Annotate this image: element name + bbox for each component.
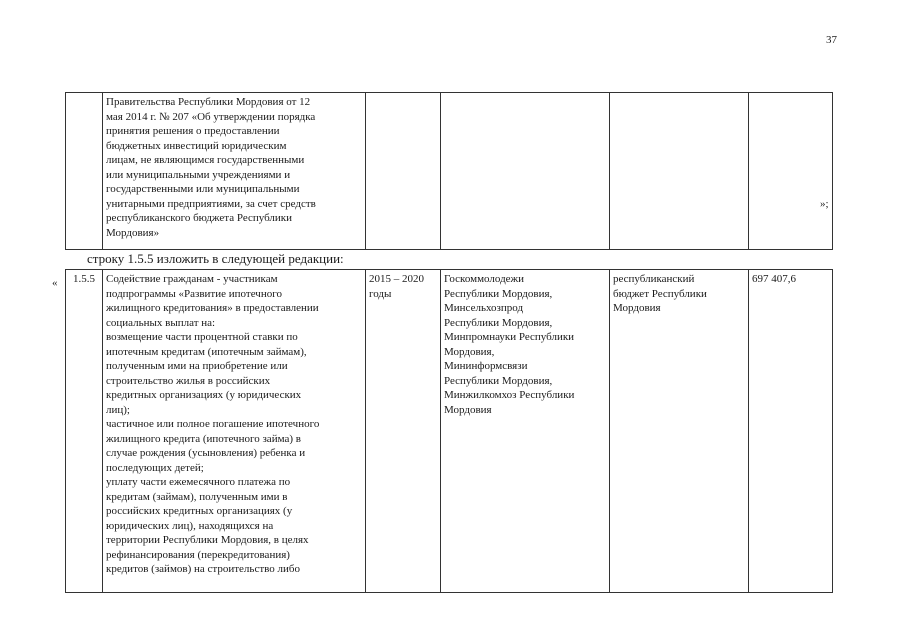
cell-source: [610, 93, 749, 250]
cell-executors: [441, 93, 610, 250]
instruction-text: строку 1.5.5 изложить в следующей редакции:: [87, 251, 344, 266]
cell-description: Содействие гражданам - участникам подпрограммы «Развитие ипотечного жилищного кредитования» в предоставлении социальных выплат на: возмещение части процентной ставки по ипотечным кредитам (ипотечным займам), полученным ими на приобретение или строительство жилья в российских кредитных организациях (у юридических лиц); частичное или полное погашение ипотечного жилищного кредита (ипотечного займа) в случае рождения (усыновления) ребенка и последующих детей; уплату части ежемесячного платежа по кредитам (займам), полученным ими в российских кредитных организациях (у юридических лиц), находящихся на территории Республики Мордовия, в целях рефинансирования (перекредитования) кредитов (займов) на строительство либо: [103, 270, 366, 593]
cell-description: Правительства Республики Мордовия от 12 мая 2014 г. № 207 «Об утверждении порядка принятия решения о предоставлении бюджетных инвестиций юридическим лицам, не являющимся государственными или муниципальными учреждениями и государственными или муниципальными унитарными предприятиями, за счет средств республиканского бюджета Республики Мордовия»: [103, 93, 366, 250]
cell-executors: Госкоммолодежи Республики Мордовия, Минсельхозпрод Республики Мордовия, Минпромнауки Республики Мордовия, Мининформсвязи Республики Мордовия, Минжилкомхоз Республики Мордовия: [441, 270, 610, 593]
closing-quote: »;: [820, 198, 829, 210]
opening-quote: «: [52, 277, 58, 289]
table-row: [66, 270, 833, 593]
cell-amount: [749, 93, 833, 250]
cell-source: республиканский бюджет Республики Мордовия: [610, 270, 749, 593]
page-number: 37: [826, 34, 837, 46]
cell-period: 2015 – 2020 годы: [366, 270, 441, 593]
new-row-table: [65, 269, 833, 593]
cell-number: 1.5.5: [66, 270, 103, 593]
previous-row-table: [65, 92, 833, 250]
cell-number: [66, 93, 103, 250]
cell-period: [366, 93, 441, 250]
cell-amount: 697 407,6: [749, 270, 833, 593]
table-row: [66, 93, 833, 250]
